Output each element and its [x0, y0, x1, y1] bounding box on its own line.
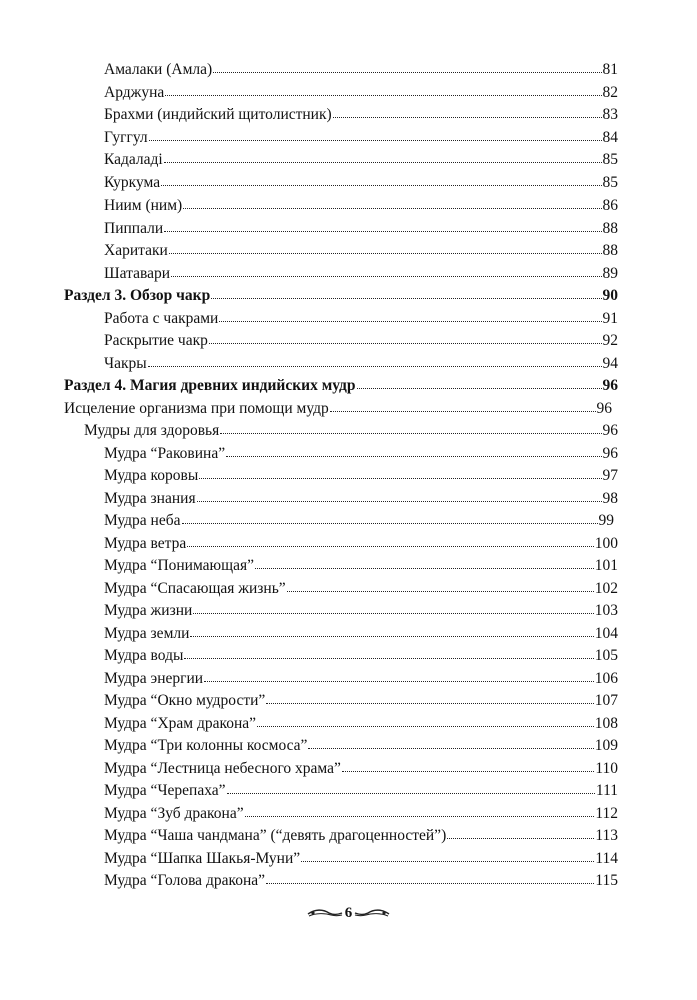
toc-entry-page: 115 [595, 872, 618, 889]
toc-entry-page: 81 [602, 61, 618, 78]
toc-entry [104, 466, 618, 486]
toc-entry-title: Исцеление организма при помощи мудр [64, 400, 329, 417]
toc-entry-page: 90 [602, 287, 618, 304]
toc-entry [104, 511, 614, 531]
toc-entry [104, 264, 618, 284]
toc-leader-dots [171, 272, 602, 277]
toc-leader-dots [183, 204, 601, 209]
toc-entry-page: 82 [602, 84, 618, 101]
toc-leader-dots [220, 429, 601, 434]
toc-entry-page: 96 [602, 445, 618, 462]
toc-entry-page: 108 [594, 715, 618, 732]
toc-leader-dots [219, 317, 601, 322]
toc-leader-dots [266, 699, 593, 704]
toc-leader-dots [266, 879, 594, 884]
toc-entry [104, 781, 618, 801]
toc-entry [104, 534, 618, 554]
toc-entry [104, 669, 618, 689]
toc-entry [104, 331, 618, 351]
page-footer [0, 902, 697, 924]
toc-entry-page: 91 [602, 310, 618, 327]
toc-leader-dots [187, 542, 593, 547]
toc-leader-dots [164, 158, 602, 163]
toc-entry-title: Кадаладі [104, 151, 163, 168]
toc-entry-page: 109 [594, 737, 618, 754]
toc-leader-dots [190, 632, 593, 637]
toc-leader-dots [447, 834, 594, 839]
toc-entry-title: Мудра “Понимающая” [104, 557, 254, 574]
toc-entry-title: Арджуна [104, 84, 165, 101]
toc-entry-title: Мудра неба [104, 512, 181, 529]
left-ornament-icon [307, 907, 343, 919]
toc-entry-title: Мудра “Шапка Шакья-Муни” [104, 850, 301, 867]
toc-entry-page: 98 [602, 490, 618, 507]
toc-entry-page: 101 [594, 557, 618, 574]
toc-entry-page: 106 [594, 670, 618, 687]
toc-entry [104, 241, 618, 261]
page-number: 6 [344, 904, 353, 921]
toc-entry-title: Мудра “Голова дракона” [104, 872, 266, 889]
toc-leader-dots [333, 113, 602, 118]
right-ornament-icon [354, 907, 390, 919]
toc-entry-title: Мудра земли [104, 625, 190, 642]
toc-entry [104, 173, 618, 193]
toc-entry-title: Мудра коровы [104, 467, 199, 484]
toc-entry [104, 60, 618, 80]
toc-entry [104, 714, 618, 734]
toc-entry-title: Раздел 4. Магия древних индийских мудр [64, 377, 356, 394]
toc-entry-title: Мудра “Раковина” [104, 445, 226, 462]
toc-entry-title: Мудра знания [104, 490, 196, 507]
toc-entry [104, 556, 618, 576]
toc-entry-title: Мудра “Чаша чандмана” (“девять драгоценностей”) [104, 827, 447, 844]
toc-entry-page: 88 [602, 220, 618, 237]
toc-entry [104, 83, 618, 103]
toc-entry [104, 444, 618, 464]
toc-entry-title: Раскрытие чакр [104, 332, 208, 349]
toc-entry-title: Куркума [104, 174, 161, 191]
toc-entry-title: Мудра воды [104, 647, 184, 664]
toc-entry-title: Мудра “Окно мудрости” [104, 692, 266, 709]
toc-entry-page: 84 [602, 129, 618, 146]
toc-entry-title: Амалаки (Амла) [104, 61, 213, 78]
toc-leader-dots [255, 564, 594, 569]
toc-entry-title: Гуггул [104, 129, 148, 146]
toc-entry-title: Мудра “Храм дракона” [104, 715, 257, 732]
toc-leader-dots [213, 68, 601, 73]
toc-leader-dots [330, 407, 596, 412]
toc-entry [104, 871, 618, 891]
toc-entry [104, 150, 618, 170]
toc-entry-page: 92 [602, 332, 618, 349]
toc-entry-title: Мудра “Зуб дракона” [104, 805, 244, 822]
toc-entry-title: Пиппали [104, 220, 164, 237]
toc-leader-dots [148, 362, 602, 367]
toc-leader-dots [199, 474, 601, 479]
toc-entry-page: 83 [602, 106, 618, 123]
toc-leader-dots [184, 654, 593, 659]
toc-entry-page: 94 [602, 355, 618, 372]
toc-entry-page: 88 [602, 242, 618, 259]
toc-entry [104, 804, 618, 824]
toc-entry-page: 89 [602, 265, 618, 282]
toc-leader-dots [149, 136, 602, 141]
toc-leader-dots [209, 339, 602, 344]
toc-leader-dots [287, 587, 594, 592]
toc-leader-dots [342, 767, 594, 772]
toc-entry [104, 309, 618, 329]
toc-leader-dots [301, 857, 594, 862]
toc-entry-title: Мудра “Лестница небесного храма” [104, 760, 341, 777]
toc-leader-dots [182, 519, 598, 524]
toc-entry-page: 85 [602, 174, 618, 191]
toc-entry [104, 354, 618, 374]
toc-entry-page: 96 [602, 422, 618, 439]
toc-leader-dots [204, 677, 594, 682]
toc-entry-title: Мудра “Три колонны космоса” [104, 737, 308, 754]
toc-entry-page: 99 [598, 512, 614, 529]
toc-entry-page: 107 [594, 692, 618, 709]
toc-entry-page: 110 [595, 760, 618, 777]
toc-leader-dots [197, 497, 602, 502]
toc-subsection [84, 421, 618, 441]
toc-entry-page: 86 [602, 197, 618, 214]
toc-section-heading [64, 286, 618, 306]
toc-entry-title: Мудры для здоровья [84, 422, 220, 439]
toc-entry-page: 105 [594, 647, 618, 664]
toc-entry-page: 96 [596, 400, 612, 417]
toc-entry-title: Ниим (ним) [104, 197, 183, 214]
toc-leader-dots [357, 384, 602, 389]
toc-leader-dots [226, 452, 601, 457]
toc-entry-title: Мудра энергии [104, 670, 204, 687]
toc-entry [104, 646, 618, 666]
toc-leader-dots [193, 609, 593, 614]
toc-entry-page: 111 [595, 782, 618, 799]
toc-leader-dots [165, 91, 601, 96]
toc-leader-dots [211, 294, 601, 299]
toc-entry [104, 759, 618, 779]
toc-leader-dots [164, 227, 601, 232]
toc-entry-title: Брахми (индийский щитолистник) [104, 106, 332, 123]
toc-entry [104, 691, 618, 711]
toc-entry-page: 104 [594, 625, 618, 642]
toc-entry [104, 196, 618, 216]
toc-entry-title: Мудра жизни [104, 602, 193, 619]
toc-entry-title: Мудра “Черепаха” [104, 782, 226, 799]
toc-leader-dots [169, 249, 602, 254]
toc-entry-page: 102 [594, 580, 618, 597]
toc-section-heading [64, 376, 618, 396]
toc-entry-page: 114 [595, 850, 618, 867]
toc-entry-title: Мудра “Спасающая жизнь” [104, 580, 286, 597]
toc-entry-title: Харитаки [104, 242, 168, 259]
toc-entry-title: Шатавари [104, 265, 170, 282]
toc-entry-page: 113 [595, 827, 618, 844]
toc-subsection [64, 399, 612, 419]
toc-entry-title: Чакры [104, 355, 147, 372]
toc-entry-title: Раздел 3. Обзор чакр [64, 287, 211, 304]
toc-entry [104, 105, 618, 125]
toc-entry [104, 489, 618, 509]
toc-entry-page: 85 [602, 151, 618, 168]
toc-leader-dots [161, 181, 601, 186]
toc-entry-page: 96 [602, 377, 618, 394]
toc-entry [104, 128, 618, 148]
toc-entry-page: 103 [594, 602, 618, 619]
toc-leader-dots [227, 789, 595, 794]
toc-leader-dots [257, 722, 594, 727]
toc-entry [104, 579, 618, 599]
toc-leader-dots [308, 744, 593, 749]
toc-entry-page: 100 [594, 535, 618, 552]
toc-entry [104, 219, 618, 239]
toc-entry-page: 112 [595, 805, 618, 822]
toc-entry [104, 601, 618, 621]
toc-leader-dots [245, 812, 595, 817]
toc-entry-page: 97 [602, 467, 618, 484]
toc-entry [104, 624, 618, 644]
toc-entry-title: Работа с чакрами [104, 310, 219, 327]
toc-entry-title: Мудра ветра [104, 535, 187, 552]
toc-entry [104, 849, 618, 869]
toc-entry [104, 736, 618, 756]
toc-entry [104, 826, 618, 846]
